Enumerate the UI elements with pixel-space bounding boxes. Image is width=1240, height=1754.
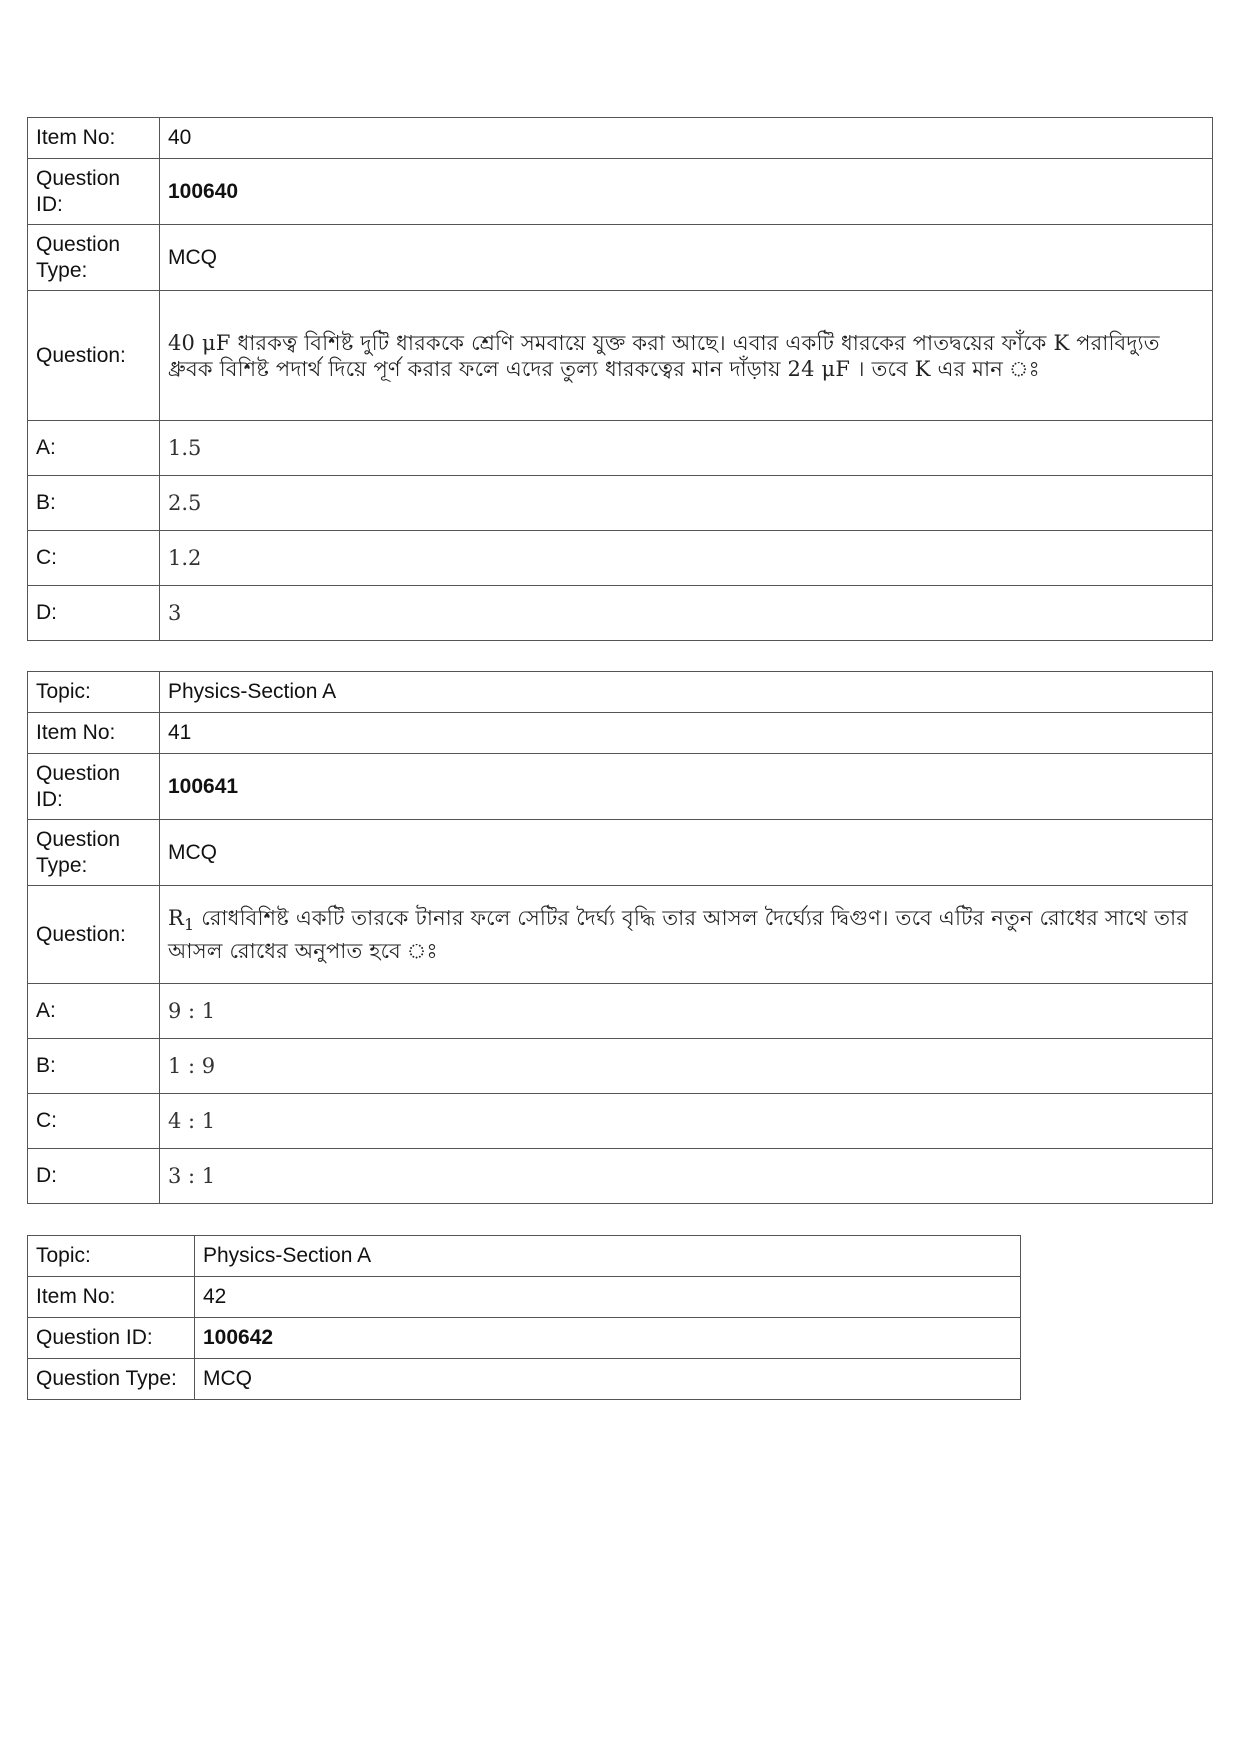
question-type-row — [28, 1359, 1021, 1400]
question-body: রোধবিশিষ্ট একটি তারকে টানার ফলে সেটির দৈর্ঘ্য বৃদ্ধি তার আসল দৈর্ঘ্যের দ্বিগুণ। তবে এটির নতুন রোধের সাথে তার আসল রোধের অনুপাত হবে ঃ — [168, 906, 1189, 963]
question-type-value: MCQ — [160, 225, 1213, 291]
option-b-label: B: — [28, 476, 160, 531]
option-d-label: D: — [28, 586, 160, 641]
resistance-symbol: R — [168, 906, 185, 930]
option-d-label: D: — [28, 1149, 160, 1204]
option-b-value: 1 : 9 — [160, 1039, 1213, 1094]
question-row — [28, 291, 1213, 421]
option-a-label: A: — [28, 421, 160, 476]
topic-row — [28, 1236, 1021, 1277]
question-label: Question: — [28, 886, 160, 984]
item-no-row — [28, 118, 1213, 159]
topic-value: Physics-Section A — [160, 672, 1213, 713]
question-id-label: Question ID: — [28, 754, 160, 820]
item-no-value: 41 — [160, 713, 1213, 754]
question-id-value: 100642 — [195, 1318, 1021, 1359]
question-id-row — [28, 754, 1213, 820]
topic-row — [28, 672, 1213, 713]
topic-label: Topic: — [28, 672, 160, 713]
item-no-label: Item No: — [28, 118, 160, 159]
topic-value: Physics-Section A — [195, 1236, 1021, 1277]
option-c-label: C: — [28, 1094, 160, 1149]
option-a-label: A: — [28, 984, 160, 1039]
question-row — [28, 886, 1213, 984]
question-type-row — [28, 820, 1213, 886]
option-row — [28, 1149, 1213, 1204]
question-text — [160, 886, 1213, 984]
option-d-value: 3 : 1 — [160, 1149, 1213, 1204]
item-no-label: Item No: — [28, 1277, 195, 1318]
option-row — [28, 1039, 1213, 1094]
option-row — [28, 531, 1213, 586]
question-id-label: Question ID: — [28, 1318, 195, 1359]
resistance-subscript: 1 — [184, 915, 195, 934]
item-no-row — [28, 1277, 1021, 1318]
question-type-label: Question Type: — [28, 225, 160, 291]
item-no-row — [28, 713, 1213, 754]
question-id-value: 100640 — [160, 159, 1213, 225]
option-b-label: B: — [28, 1039, 160, 1094]
question-id-label: Question ID: — [28, 159, 160, 225]
question-type-label: Question Type: — [28, 820, 160, 886]
option-c-value: 4 : 1 — [160, 1094, 1213, 1149]
item-no-value: 40 — [160, 118, 1213, 159]
question-id-value: 100641 — [160, 754, 1213, 820]
option-row — [28, 984, 1213, 1039]
option-row — [28, 421, 1213, 476]
question-id-row — [28, 1318, 1021, 1359]
option-a-value: 1.5 — [160, 421, 1213, 476]
option-a-value: 9 : 1 — [160, 984, 1213, 1039]
item-no-label: Item No: — [28, 713, 160, 754]
question-type-value: MCQ — [195, 1359, 1021, 1400]
question-41-table — [27, 671, 1213, 1204]
option-row — [28, 1094, 1213, 1149]
question-text: 40 μF ধারকত্ব বিশিষ্ট দুটি ধারককে শ্রেণি সমবায়ে যুক্ত করা আছে। এবার একটি ধারকের পাতদ্বয়ের ফাঁকে K পরাবিদ্যুত ধ্রুবক বিশিষ্ট পদার্থ দিয়ে পূর্ণ করার ফলে এদের তুল্য ধারকত্বের মান দাঁড়ায় 24 μF । তবে K এর মান ঃ — [160, 291, 1213, 421]
option-c-value: 1.2 — [160, 531, 1213, 586]
question-id-row — [28, 159, 1213, 225]
option-d-value: 3 — [160, 586, 1213, 641]
option-row — [28, 476, 1213, 531]
option-row — [28, 586, 1213, 641]
question-type-row — [28, 225, 1213, 291]
question-type-label: Question Type: — [28, 1359, 195, 1400]
question-42-table — [27, 1235, 1021, 1400]
item-no-value: 42 — [195, 1277, 1021, 1318]
option-b-value: 2.5 — [160, 476, 1213, 531]
question-40-table — [27, 117, 1213, 641]
topic-label: Topic: — [28, 1236, 195, 1277]
question-label: Question: — [28, 291, 160, 421]
question-type-value: MCQ — [160, 820, 1213, 886]
option-c-label: C: — [28, 531, 160, 586]
